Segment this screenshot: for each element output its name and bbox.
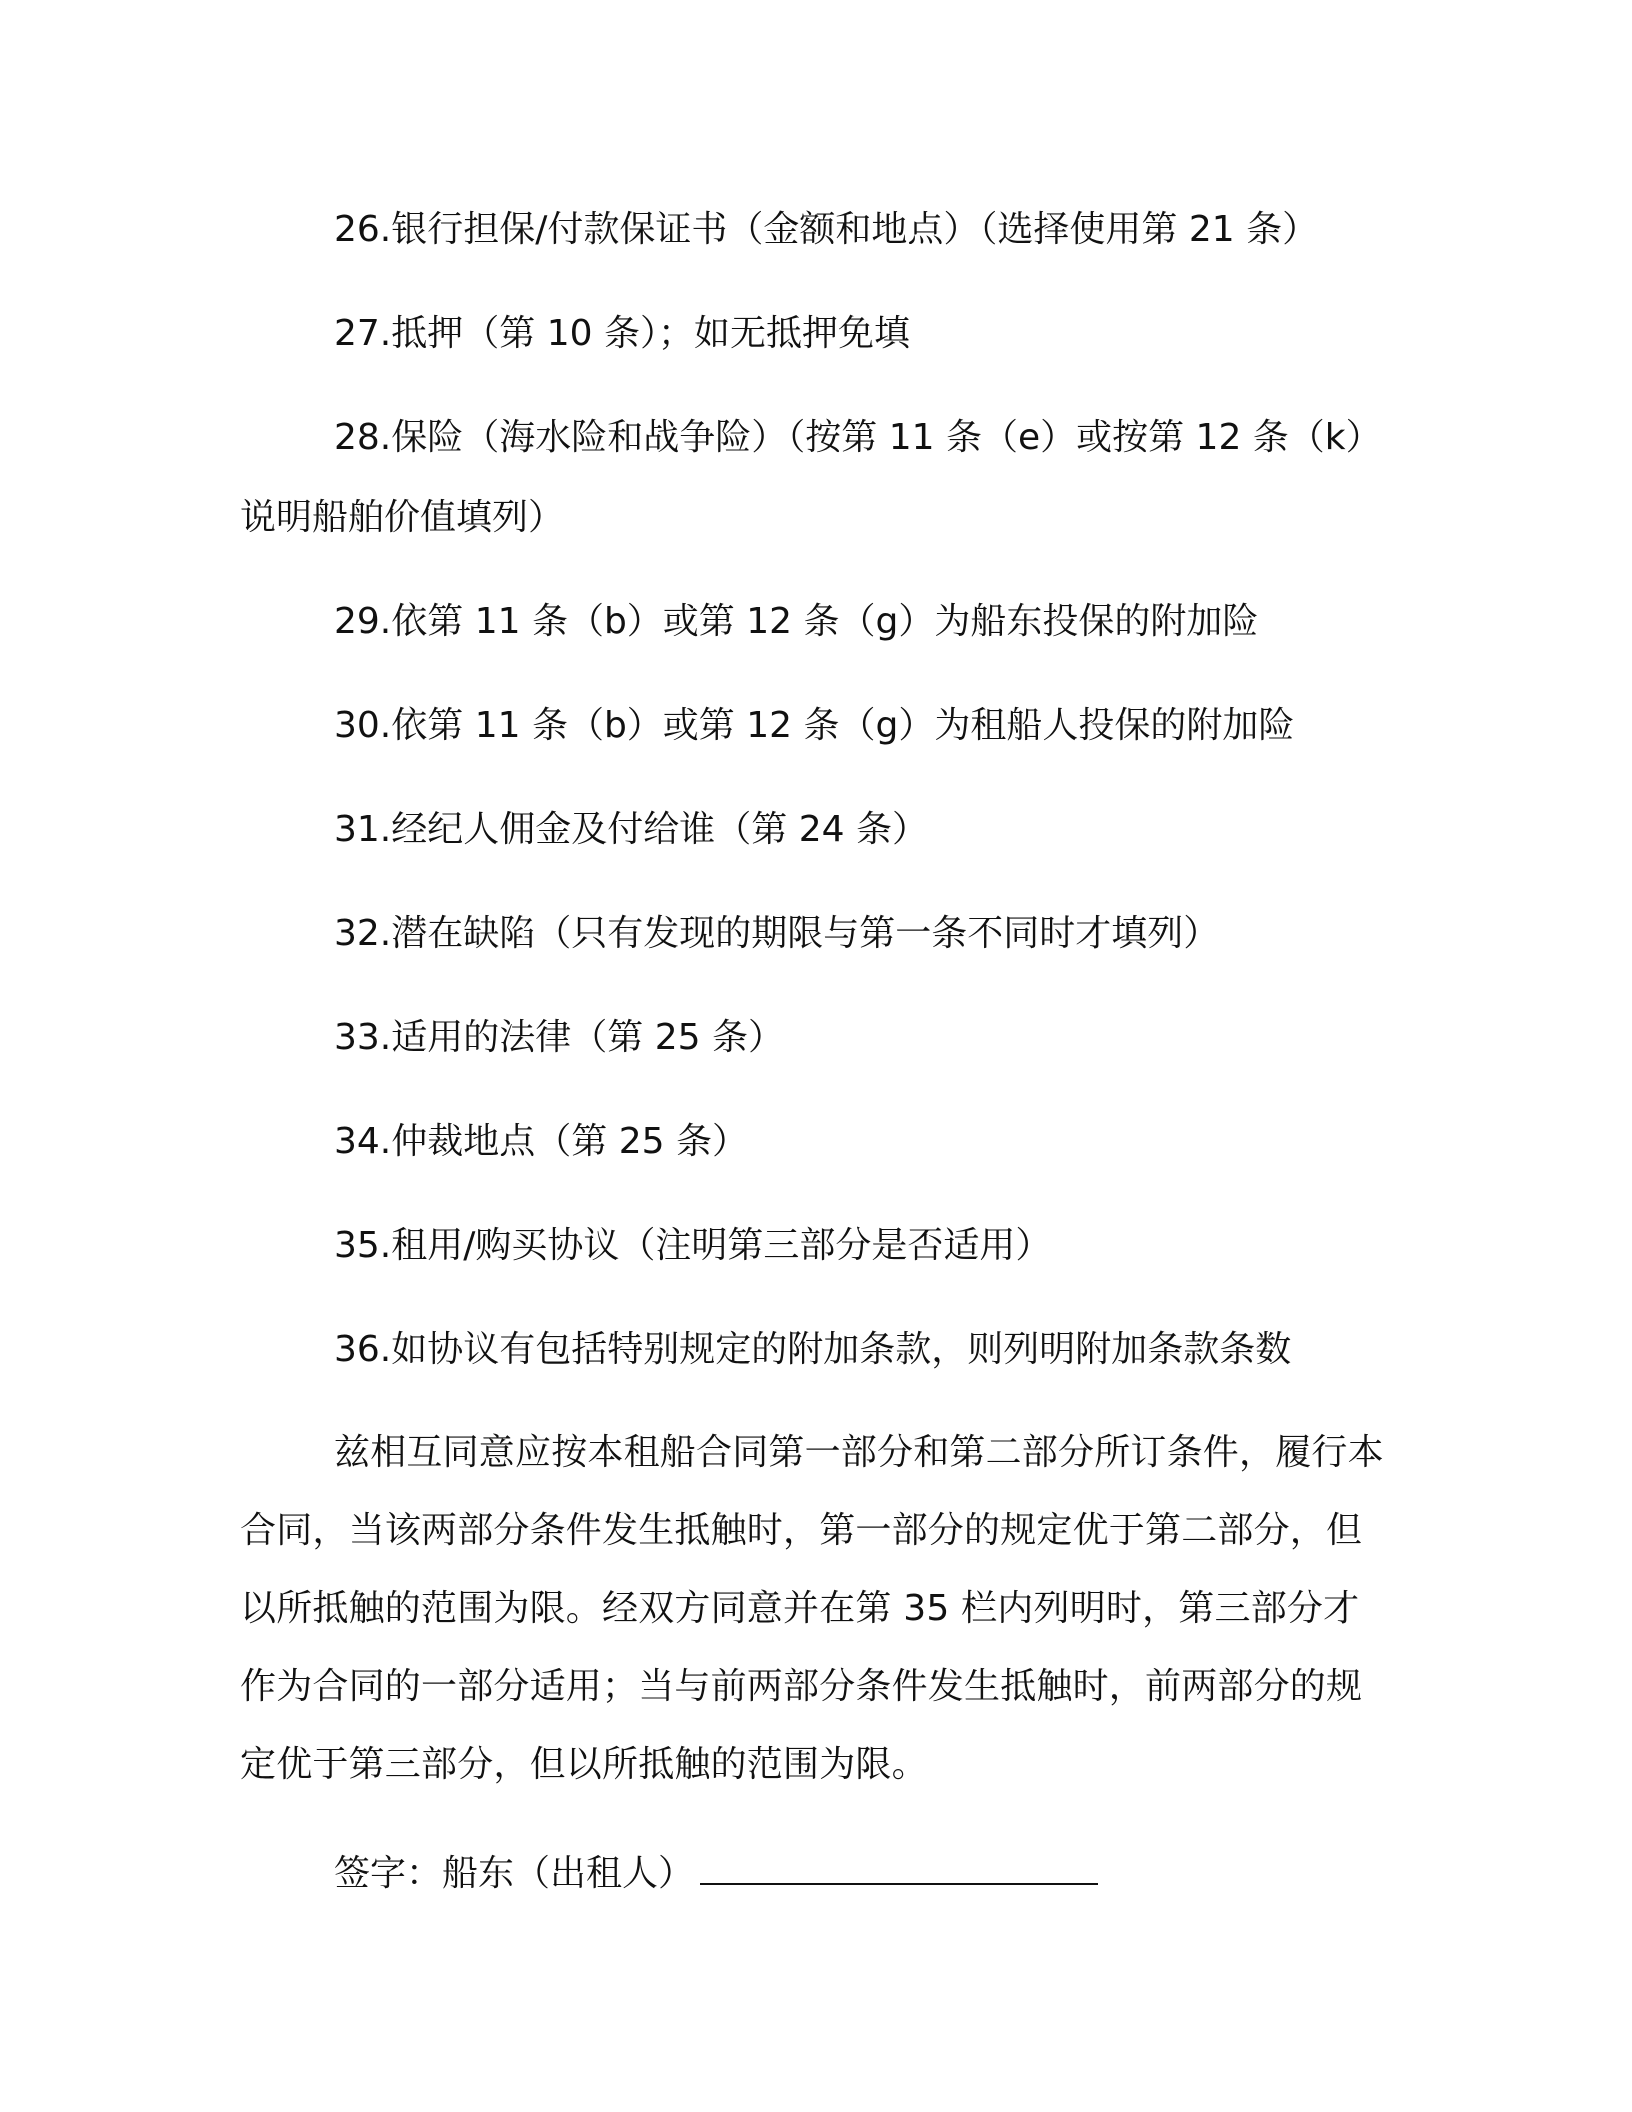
signature-line-block bbox=[240, 1834, 1390, 1914]
agreement-paragraph: 兹相互同意应按本租船合同第一部分和第二部分所订条件，履行本合同，当该两部分条件发生抵触时，第一部分的规定优于第二部分，但以所抵触的范围为限。经双方同意并在第 35 栏内列明时，第三部分才作为合同的一部分适用；当与前两部分条件发生抵触时，前两部分的规定优于第三部分，但以所抵触的范围为限。 bbox=[240, 1432, 1384, 1785]
clause-item-31: 31.经纪人佣金及付给谁（第 24 条） bbox=[334, 809, 928, 850]
clause-item-35: 35.租用/购买协议（注明第三部分是否适用） bbox=[334, 1225, 1052, 1266]
clause-item-27: 27.抵押（第 10 条）；如无抵押免填 bbox=[334, 313, 910, 354]
signature-blank[interactable] bbox=[700, 1851, 1098, 1885]
clause-item-30: 30.依第 11 条（b）或第 12 条（g）为租船人投保的附加险 bbox=[334, 705, 1295, 746]
signature-label: 签字：船东（出租人） bbox=[334, 1853, 695, 1894]
clause-item-36: 36.如协议有包括特别规定的附加条款，则列明附加条款条数 bbox=[334, 1329, 1292, 1370]
clause-item-34: 34.仲裁地点（第 25 条） bbox=[334, 1121, 748, 1162]
clause-item-32: 32.潜在缺陷（只有发现的期限与第一条不同时才填列） bbox=[334, 913, 1220, 954]
document-content bbox=[240, 190, 1390, 1914]
clause-item-26: 26.银行担保/付款保证书（金额和地点）（选择使用第 21 条） bbox=[334, 209, 1319, 250]
clause-item-28: 28.保险（海水险和战争险）（按第 11 条（e）或按第 12 条（k）说明船舶价值填列） bbox=[240, 417, 1382, 538]
clause-item-33: 33.适用的法律（第 25 条） bbox=[334, 1017, 784, 1058]
clause-item-29: 29.依第 11 条（b）或第 12 条（g）为船东投保的附加险 bbox=[334, 601, 1259, 642]
